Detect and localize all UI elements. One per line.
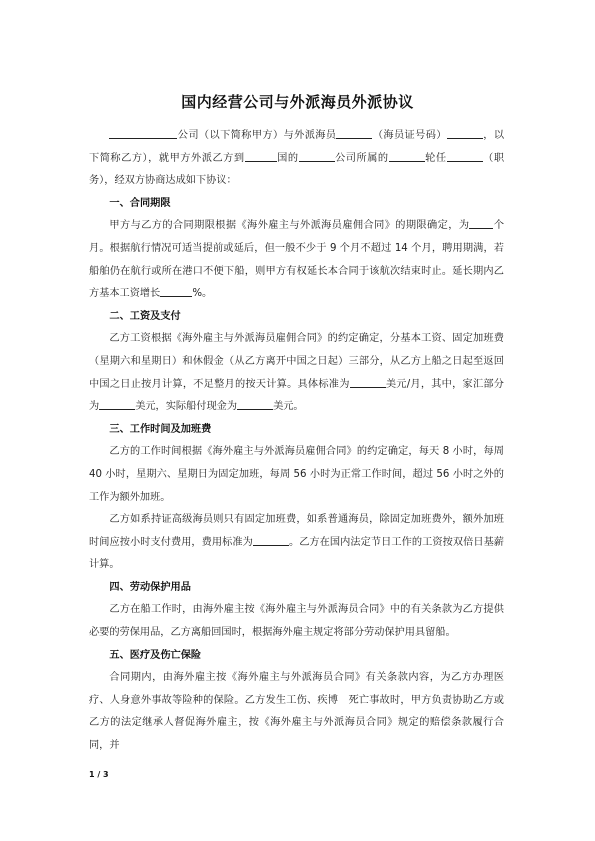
document-body bbox=[89, 125, 504, 758]
intro-text: 轮任 bbox=[424, 152, 447, 164]
intro-text: 公司（以下简称甲方）与外派海员 bbox=[177, 130, 337, 141]
paragraph-text: 美元。 bbox=[273, 401, 304, 413]
blank-country bbox=[245, 150, 277, 162]
section-heading: 四、劳动保护用品 bbox=[109, 581, 191, 593]
section-paragraph: 乙方在船工作时，由海外雇主按《海外雇主与外派海员合同》中的有关条款为乙方提供必要的劳保用品，乙方离船回国时，根据海外雇主规定将部分劳动保护用具留船。 bbox=[89, 604, 504, 639]
intro-text: （海员证号码） bbox=[372, 130, 447, 141]
blank-overtime-rate bbox=[253, 534, 289, 546]
paragraph-text: %。 bbox=[192, 288, 213, 300]
section-heading: 五、医疗及伤亡保险 bbox=[109, 649, 202, 661]
blank-seaman-name bbox=[336, 127, 372, 139]
section-paragraph: 合同期内，由海外雇主按《海外雇主与外派海员合同》有关条款内容，为乙方办理医疗、人身意外事故等险种的保险。乙方发生工伤、疾博 死亡事故时，甲方负责协助乙方或乙方的法定继承人督促海外雇主，按《海外雇主与外派海员合同》规定的赔偿条款履行合同，并 bbox=[89, 672, 504, 752]
blank-position bbox=[447, 150, 483, 162]
section-heading: 一、合同期限 bbox=[109, 197, 171, 209]
blank-onboard-cash bbox=[237, 398, 273, 410]
document-title: 国内经营公司与外派海员外派协议 bbox=[181, 93, 414, 111]
page-number: 1 / 3 bbox=[89, 770, 109, 779]
intro-text: ，以下简称乙方），就甲方外派乙方到 bbox=[89, 130, 505, 164]
paragraph-text: 美元/月，其中，家汇部分为 bbox=[89, 378, 504, 413]
intro-text: 公司所属的 bbox=[334, 152, 389, 164]
paragraph-text: 乙方工资根据《海外雇主与外派海员雇佣合同》的约定确定，分基本工资、固定加班费（星期六和星期日）和休假金（从乙方离开中国之日起）三部分，从乙方上船之日起至返回中国之日止按月计算，不足整月的按天计算。具体标准为 bbox=[89, 333, 504, 390]
blank-raise-percent bbox=[160, 285, 192, 297]
blank-home-remit bbox=[99, 398, 135, 410]
section-paragraph: 乙方的工作时间根据《海外雇主与外派海员雇佣合同》的约定确定，每天 8 小时，每周 40 小时，星期六、星期日为固定加班，每周 56 小时为正常工作时间，超过 56 小时之外的工作为额外加班。 bbox=[89, 446, 504, 503]
paragraph-text: 个月。根据航行情况可适当提前或延后，但一般不少于 9 个月不超过 14 个月，聘用期满，若船舶仍在航行或所在港口不便下船，则甲方有权延长本合同于该航次结束时止。延长期内乙方基本工资增长 bbox=[89, 220, 505, 300]
paragraph-text: 。乙方在国内法定节日工作的工资按双倍日基薪计算。 bbox=[89, 536, 504, 571]
blank-monthly-salary bbox=[350, 376, 386, 388]
blank-months bbox=[469, 217, 493, 229]
intro-paragraph bbox=[89, 125, 504, 193]
intro-text: 国的 bbox=[276, 152, 299, 164]
blank-foreign-company bbox=[299, 150, 335, 162]
section-heading: 三、工作时间及加班费 bbox=[109, 423, 212, 435]
blank-company bbox=[109, 127, 177, 139]
paragraph-text: 乙方如系持证高级海员则只有固定加班费，如系普通海员，除固定加班费外，额外加班时间应按小时支付费用，费用标准为 bbox=[89, 514, 504, 548]
section-heading: 二、工资及支付 bbox=[109, 310, 181, 322]
blank-seaman-id bbox=[447, 127, 483, 139]
blank-ship bbox=[389, 150, 425, 162]
section-paragraph bbox=[89, 328, 504, 418]
intro-text: （职务），经双方协商达成如下协议： bbox=[89, 152, 505, 187]
section-paragraph bbox=[89, 215, 504, 305]
paragraph-text: 甲方与乙方的合同期限根据《海外雇主与外派海员雇佣合同》的期限确定，为 bbox=[109, 220, 470, 232]
section-paragraph bbox=[89, 509, 504, 577]
paragraph-text: 美元，实际船付现金为 bbox=[135, 401, 238, 413]
